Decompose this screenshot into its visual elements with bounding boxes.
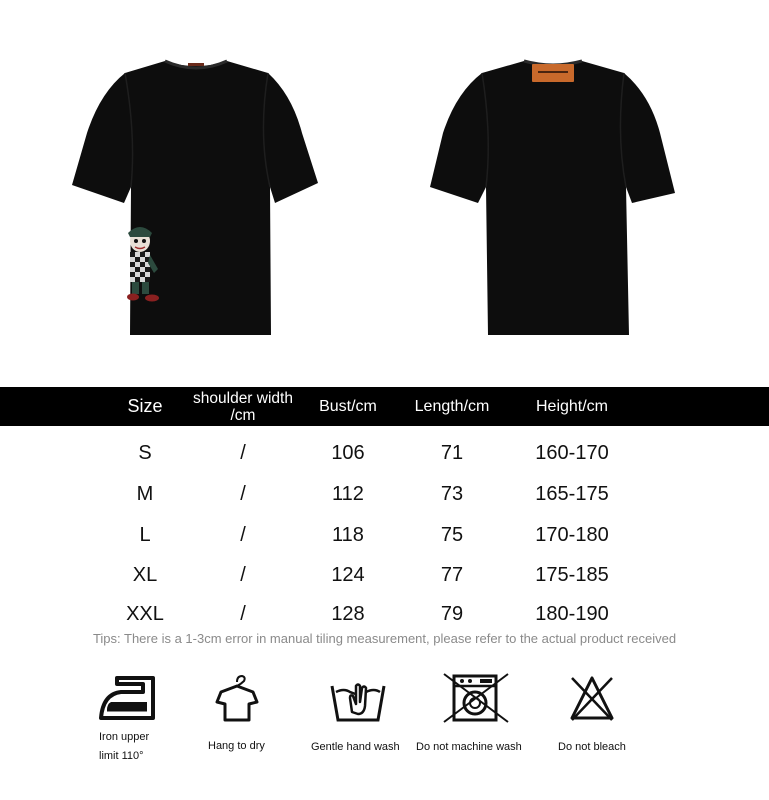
- cell-bust: 128: [331, 602, 365, 625]
- care-label-iron-line1: Iron upper: [99, 731, 150, 743]
- hanger-shirt-icon: [215, 672, 259, 724]
- care-label-iron: [99, 728, 149, 766]
- cell-length: 77: [440, 563, 464, 586]
- cell-height: 165-175: [535, 482, 609, 505]
- cell-length: 71: [440, 441, 464, 464]
- no-machine-wash-icon: [442, 672, 510, 724]
- cell-shoulder: /: [240, 563, 246, 586]
- cell-size: L: [139, 523, 151, 546]
- care-label-hand-wash: Gentle hand wash: [311, 741, 400, 753]
- header-shoulder-line2: /cm: [230, 406, 256, 424]
- header-length: Length/cm: [414, 397, 490, 415]
- table-row: [0, 560, 769, 590]
- cell-height: 175-185: [535, 563, 609, 586]
- size-table-header: [0, 387, 769, 426]
- cell-shoulder: /: [240, 441, 246, 464]
- header-shoulder-line1: shoulder width: [193, 389, 293, 407]
- measurement-tips: Tips: There is a 1-3cm error in manual tiling measurement, please refer to the actual product received: [92, 631, 677, 646]
- cell-bust: 112: [332, 482, 364, 505]
- cell-size: XL: [132, 563, 158, 586]
- table-row: [0, 520, 769, 550]
- cell-length: 73: [440, 482, 464, 505]
- cell-shoulder: /: [240, 523, 246, 546]
- header-shoulder: [172, 387, 314, 426]
- cell-size: XXL: [126, 602, 164, 625]
- cell-size: S: [138, 441, 152, 464]
- tshirt-front-image: [70, 55, 322, 340]
- cell-bust: 106: [331, 441, 365, 464]
- hand-wash-icon: [330, 672, 386, 724]
- cell-height: 160-170: [535, 441, 609, 464]
- care-label-iron-line2: limit 110°: [99, 750, 144, 762]
- cell-bust: 118: [332, 523, 364, 546]
- cell-shoulder: /: [240, 482, 246, 505]
- iron-icon: [97, 672, 157, 724]
- cell-length: 75: [440, 523, 464, 546]
- tshirt-back-image: [428, 55, 678, 340]
- header-size: Size: [127, 396, 163, 416]
- table-row: [0, 438, 769, 468]
- cell-height: 170-180: [535, 523, 609, 546]
- header-height: Height/cm: [535, 397, 609, 415]
- cell-size: M: [136, 482, 154, 505]
- cell-shoulder: /: [240, 602, 246, 625]
- cell-height: 180-190: [535, 602, 609, 625]
- care-label-no-machine: Do not machine wash: [416, 741, 522, 753]
- care-label-hang: Hang to dry: [208, 740, 265, 752]
- cell-bust: 124: [331, 563, 365, 586]
- cell-length: 79: [440, 602, 464, 625]
- table-row: [0, 599, 769, 629]
- table-row: [0, 479, 769, 509]
- care-label-no-bleach: Do not bleach: [558, 741, 626, 753]
- no-bleach-icon: [568, 672, 616, 724]
- header-bust: Bust/cm: [319, 397, 377, 415]
